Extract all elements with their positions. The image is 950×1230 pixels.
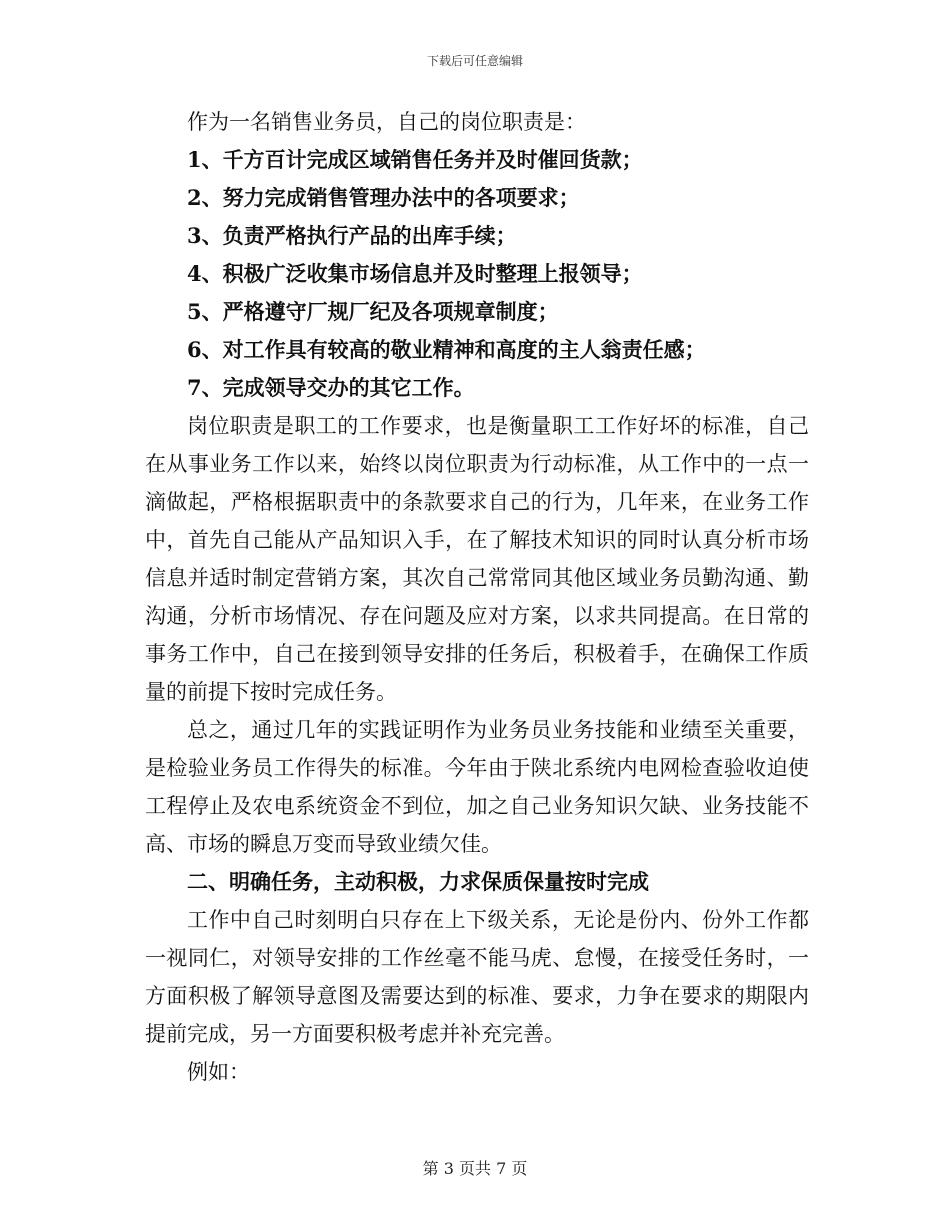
duty-item-4: 4、积极广泛收集市场信息并及时整理上报领导； (187, 261, 643, 286)
duty-item-7: 7、完成领导交办的其它工作。 (187, 375, 475, 400)
page-footer: 第 3 页共 7 页 (422, 1159, 528, 1178)
page-header: 下载后可任意编辑 (426, 54, 523, 68)
section-heading: 二、明确任务，主动积极，力求保质保量按时完成 (187, 869, 649, 894)
duty-item-6: 6、对工作具有较高的敬业精神和高度的主人翁责任感； (187, 337, 706, 362)
body-paragraph-1: 岗位职责是职工的工作要求，也是衡量职工工作好坏的标准，自己在从事业务工作以来，始终以岗位职责为行动标准，从工作中的一点一滴做起，严格根据职责中的条款要求自己的行为，几年来，在业务工作中，首先自己能从产品知识入手，在了解技术知识的同时认真分析市场信息并适时制定营销方案，其次自己常常同其他区域业务员勤沟通、勤沟通，分析市场情况、存在问题及应对方案，以求共同提高。在日常的事务工作中，自己在接到领导安排的任务后，积极着手，在确保工作质量的前提下按时完成任务。 (145, 414, 809, 704)
intro-paragraph: 作为一名销售业务员，自己的岗位职责是： (187, 110, 586, 134)
duty-item-1: 1、千方百计完成区域销售任务并及时催回货款； (187, 147, 643, 172)
duty-item-5: 5、严格遵守厂规厂纪及各项规章制度； (187, 299, 559, 324)
body-paragraph-2: 总之，通过几年的实践证明作为业务员业务技能和业绩至关重要，是检验业务员工作得失的标准。今年由于陕北系统内电网检查验收迫使工程停止及农电系统资金不到位，加之自己业务知识欠缺、业务技能不高、市场的瞬息万变而导致业绩欠佳。 (145, 718, 809, 856)
document-body (145, 103, 809, 1091)
duty-item-3: 3、负责严格执行产品的出库手续； (187, 223, 517, 248)
duty-item-2: 2、努力完成销售管理办法中的各项要求； (187, 185, 580, 210)
body-paragraph-3: 工作中自己时刻明白只存在上下级关系，无论是份内、份外工作都一视同仁，对领导安排的工作丝毫不能马虎、怠慢，在接受任务时，一方面积极了解领导意图及需要达到的标准、要求，力争在要求的期限内提前完成，另一方面要积极考虑并补充完善。 (145, 908, 809, 1046)
body-paragraph-4: 例如： (187, 1060, 250, 1084)
